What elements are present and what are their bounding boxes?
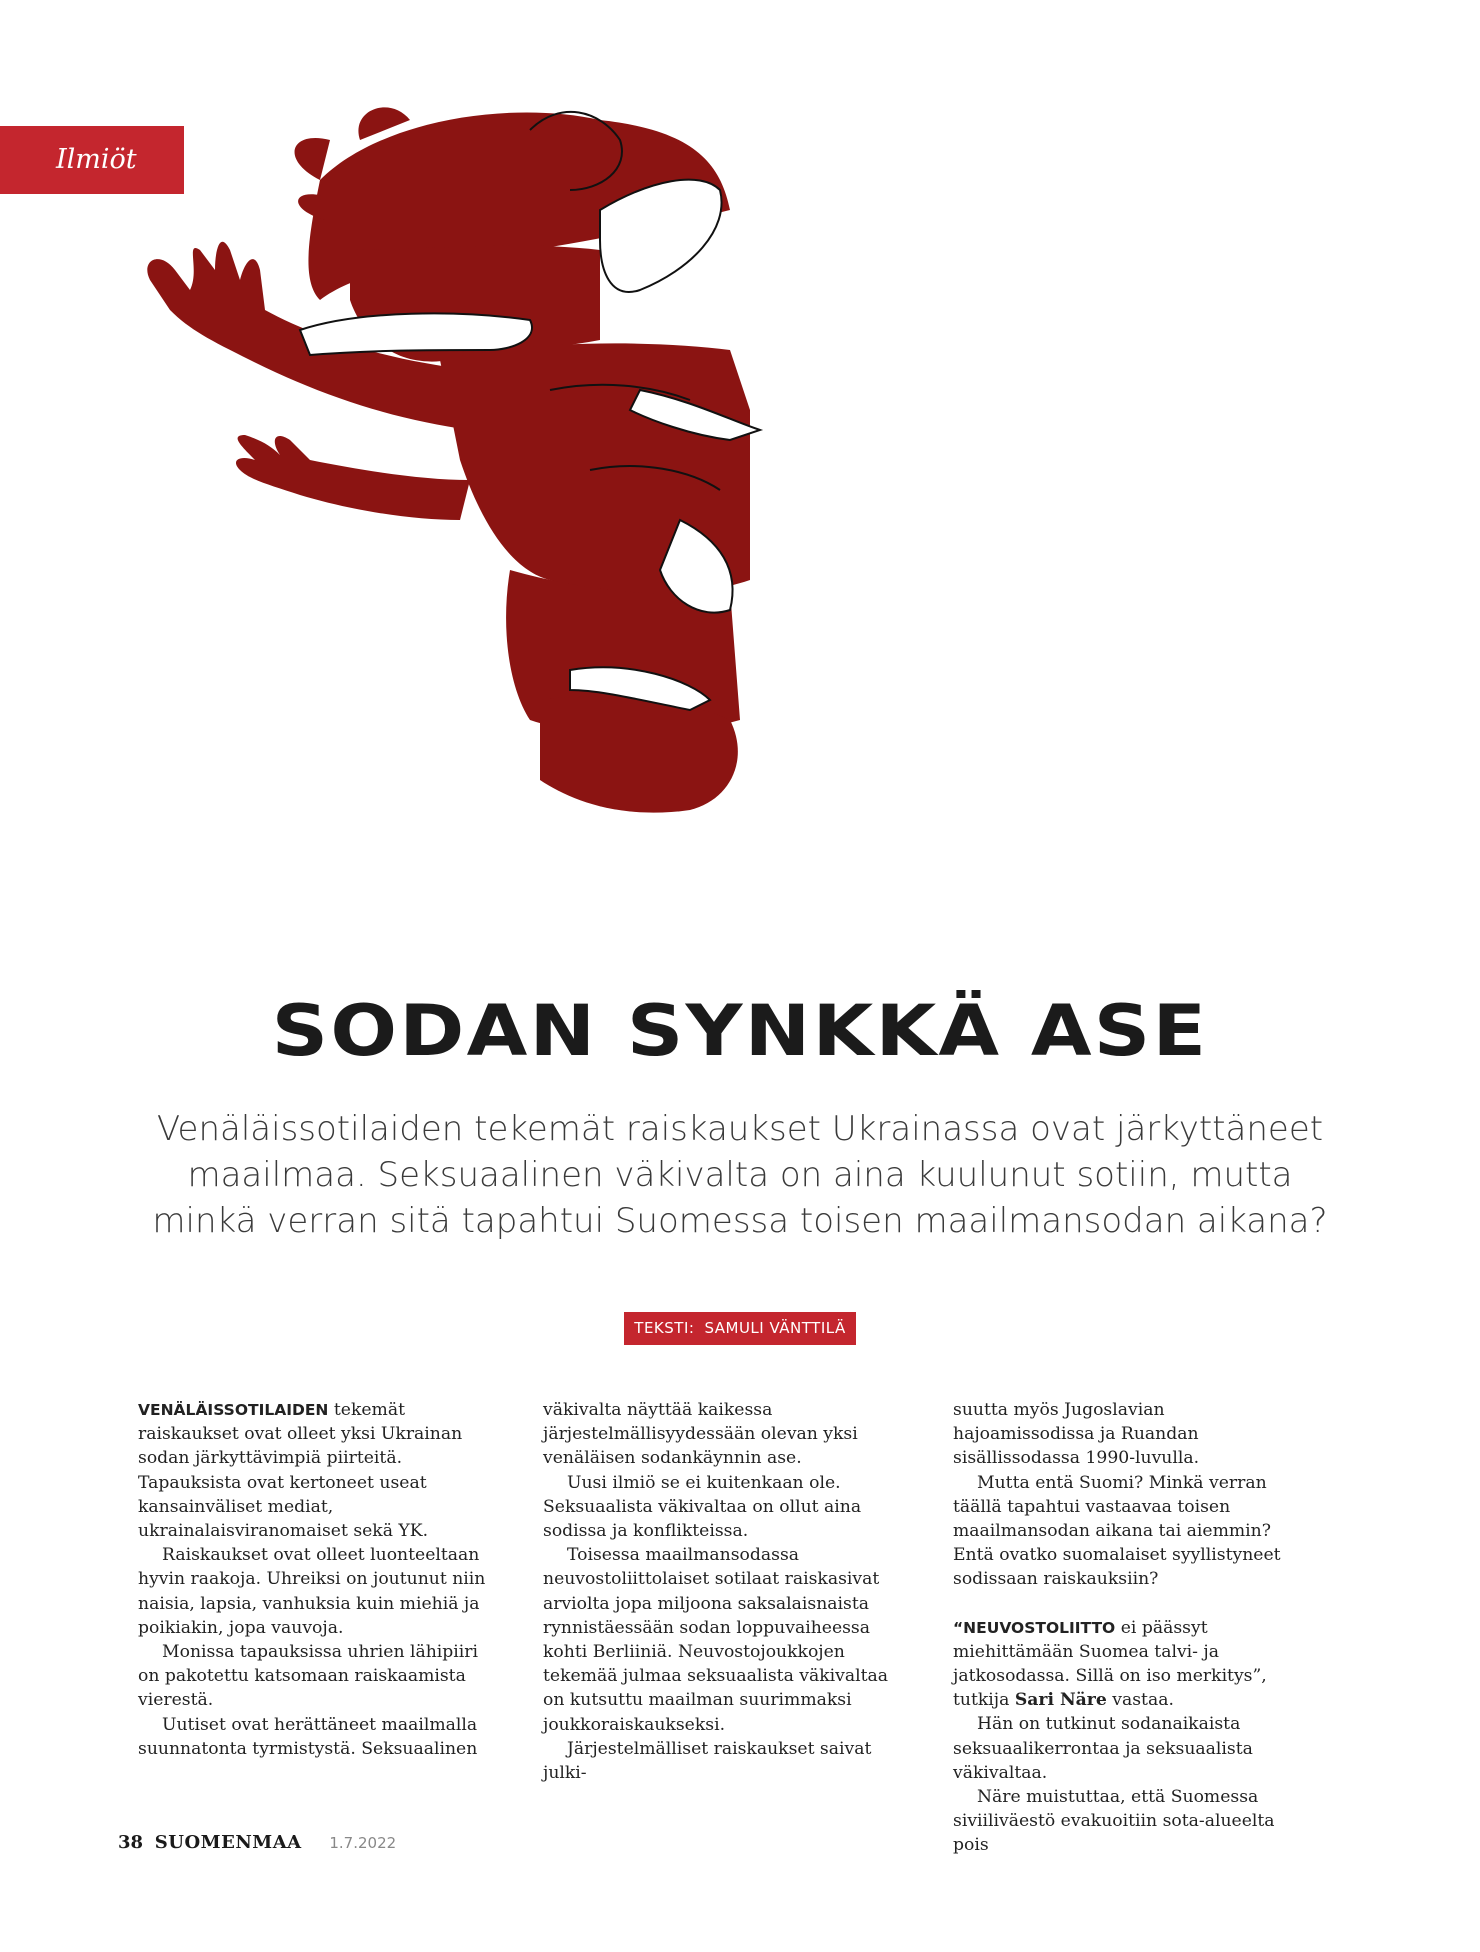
body-paragraph: väkivalta näyttää kaikessa järjestelmällisyydessään olevan yksi venäläisen sodankäynnin ase.	[543, 1400, 858, 1469]
body-paragraph: VENÄLÄISSOTILAIDEN tekemät raiskaukset ovat olleet yksi Ukrainan sodan järkyttävimpiä piirteitä. Tapauksista ovat kertoneet useat kansainväliset mediat, ukrainalaisviranomaiset sekä YK.	[138, 1400, 463, 1542]
body-column-2	[543, 1398, 899, 1785]
body-paragraph: Näre muistuttaa, että Suomessa siviiliväestö evakuoitiin sota-alueelta pois	[953, 1787, 1275, 1856]
headline: SODAN SYNKKÄ ASE	[271, 990, 1209, 1072]
lead-paragraph: Venäläissotilaiden tekemät raiskaukset Ukrainassa ovat järkyttäneet maailmaa. Seksuaalinen väkivalta on aina kuulunut sotiin, mutta minkä verran sitä tapahtui Suomessa toisen maailmansodan aikana?	[152, 1109, 1328, 1241]
body-paragraph: Uutiset ovat herättäneet maailmalla suunnatonta tyrmistystä. Seksuaalinen	[138, 1714, 478, 1759]
body-column-3	[953, 1398, 1309, 1858]
body-paragraph: Monissa tapauksissa uhrien lähipiiri on pakotettu katsomaan raiskaamista vierestä.	[138, 1642, 478, 1711]
issue-date: 1.7.2022	[329, 1834, 397, 1852]
section-label: Ilmiöt	[56, 144, 137, 175]
magazine-name: SUOMENMAA	[154, 1832, 302, 1853]
right-arm-shape	[236, 435, 470, 520]
body-paragraph: Hän on tutkinut sodanaikaista seksuaalikerrontaa ja seksuaalista väkivaltaa.	[953, 1714, 1253, 1783]
body-paragraph: Raiskaukset ovat olleet luonteeltaan hyvin raakoja. Uhreiksi on joutunut niin naisia, lapsia, vanhuksia kuin miehiä ja poikiakin, jopa vauvoja.	[138, 1545, 486, 1638]
byline-author: SAMULI VÄNTTILÄ	[704, 1319, 846, 1337]
body-column-1	[138, 1398, 494, 1761]
body-paragraph: Uusi ilmiö se ei kuitenkaan ole. Seksuaalista väkivaltaa on ollut aina sodissa ja konflikteissa.	[543, 1472, 862, 1542]
woman-silhouette-illustration	[130, 100, 950, 920]
lead-in-caps: VENÄLÄISSOTILAIDEN	[138, 1401, 329, 1419]
byline-label: TEKSTI:	[634, 1319, 695, 1337]
body-paragraph: suutta myös Jugoslavian hajoamissodissa ja Ruandan sisällissodassa 1990-luvulla.	[953, 1400, 1200, 1469]
page-footer	[118, 1832, 396, 1853]
byline-badge	[624, 1312, 856, 1345]
body-paragraph: Toisessa maailmansodassa neuvostoliittolaiset sotilaat raiskasivat arviolta jopa miljoona saksalaisnaista rynnistäessään sodan loppuvaiheessa kohti Berliiniä. Neuvostojoukkojen tekemää julmaa seksuaalista väkivaltaa on kutsuttu maailman suurimmaksi joukkoraiskaukseksi.	[543, 1545, 889, 1735]
body-paragraph: Järjestelmälliset raiskaukset saivat julki-	[543, 1738, 872, 1784]
body-paragraph: “NEUVOSTOLIITTO ei päässyt miehittämään Suomea talvi- ja jatkosodassa. Sillä on iso merkitys”, tutkija Sari Näre vastaa.	[953, 1617, 1267, 1711]
lead-in-caps: “NEUVOSTOLIITTO	[953, 1618, 1116, 1637]
body-paragraph: Mutta entä Suomi? Minkä verran täällä tapahtui vastaavaa toisen maailmansodan aikana tai aiemmin? Entä ovatko suomalaiset syyllistyneet sodissaan raiskauksiin?	[953, 1472, 1281, 1590]
hand-middle	[300, 313, 532, 355]
person-name: Sari Näre	[1014, 1690, 1107, 1711]
page-number: 38	[118, 1832, 144, 1853]
